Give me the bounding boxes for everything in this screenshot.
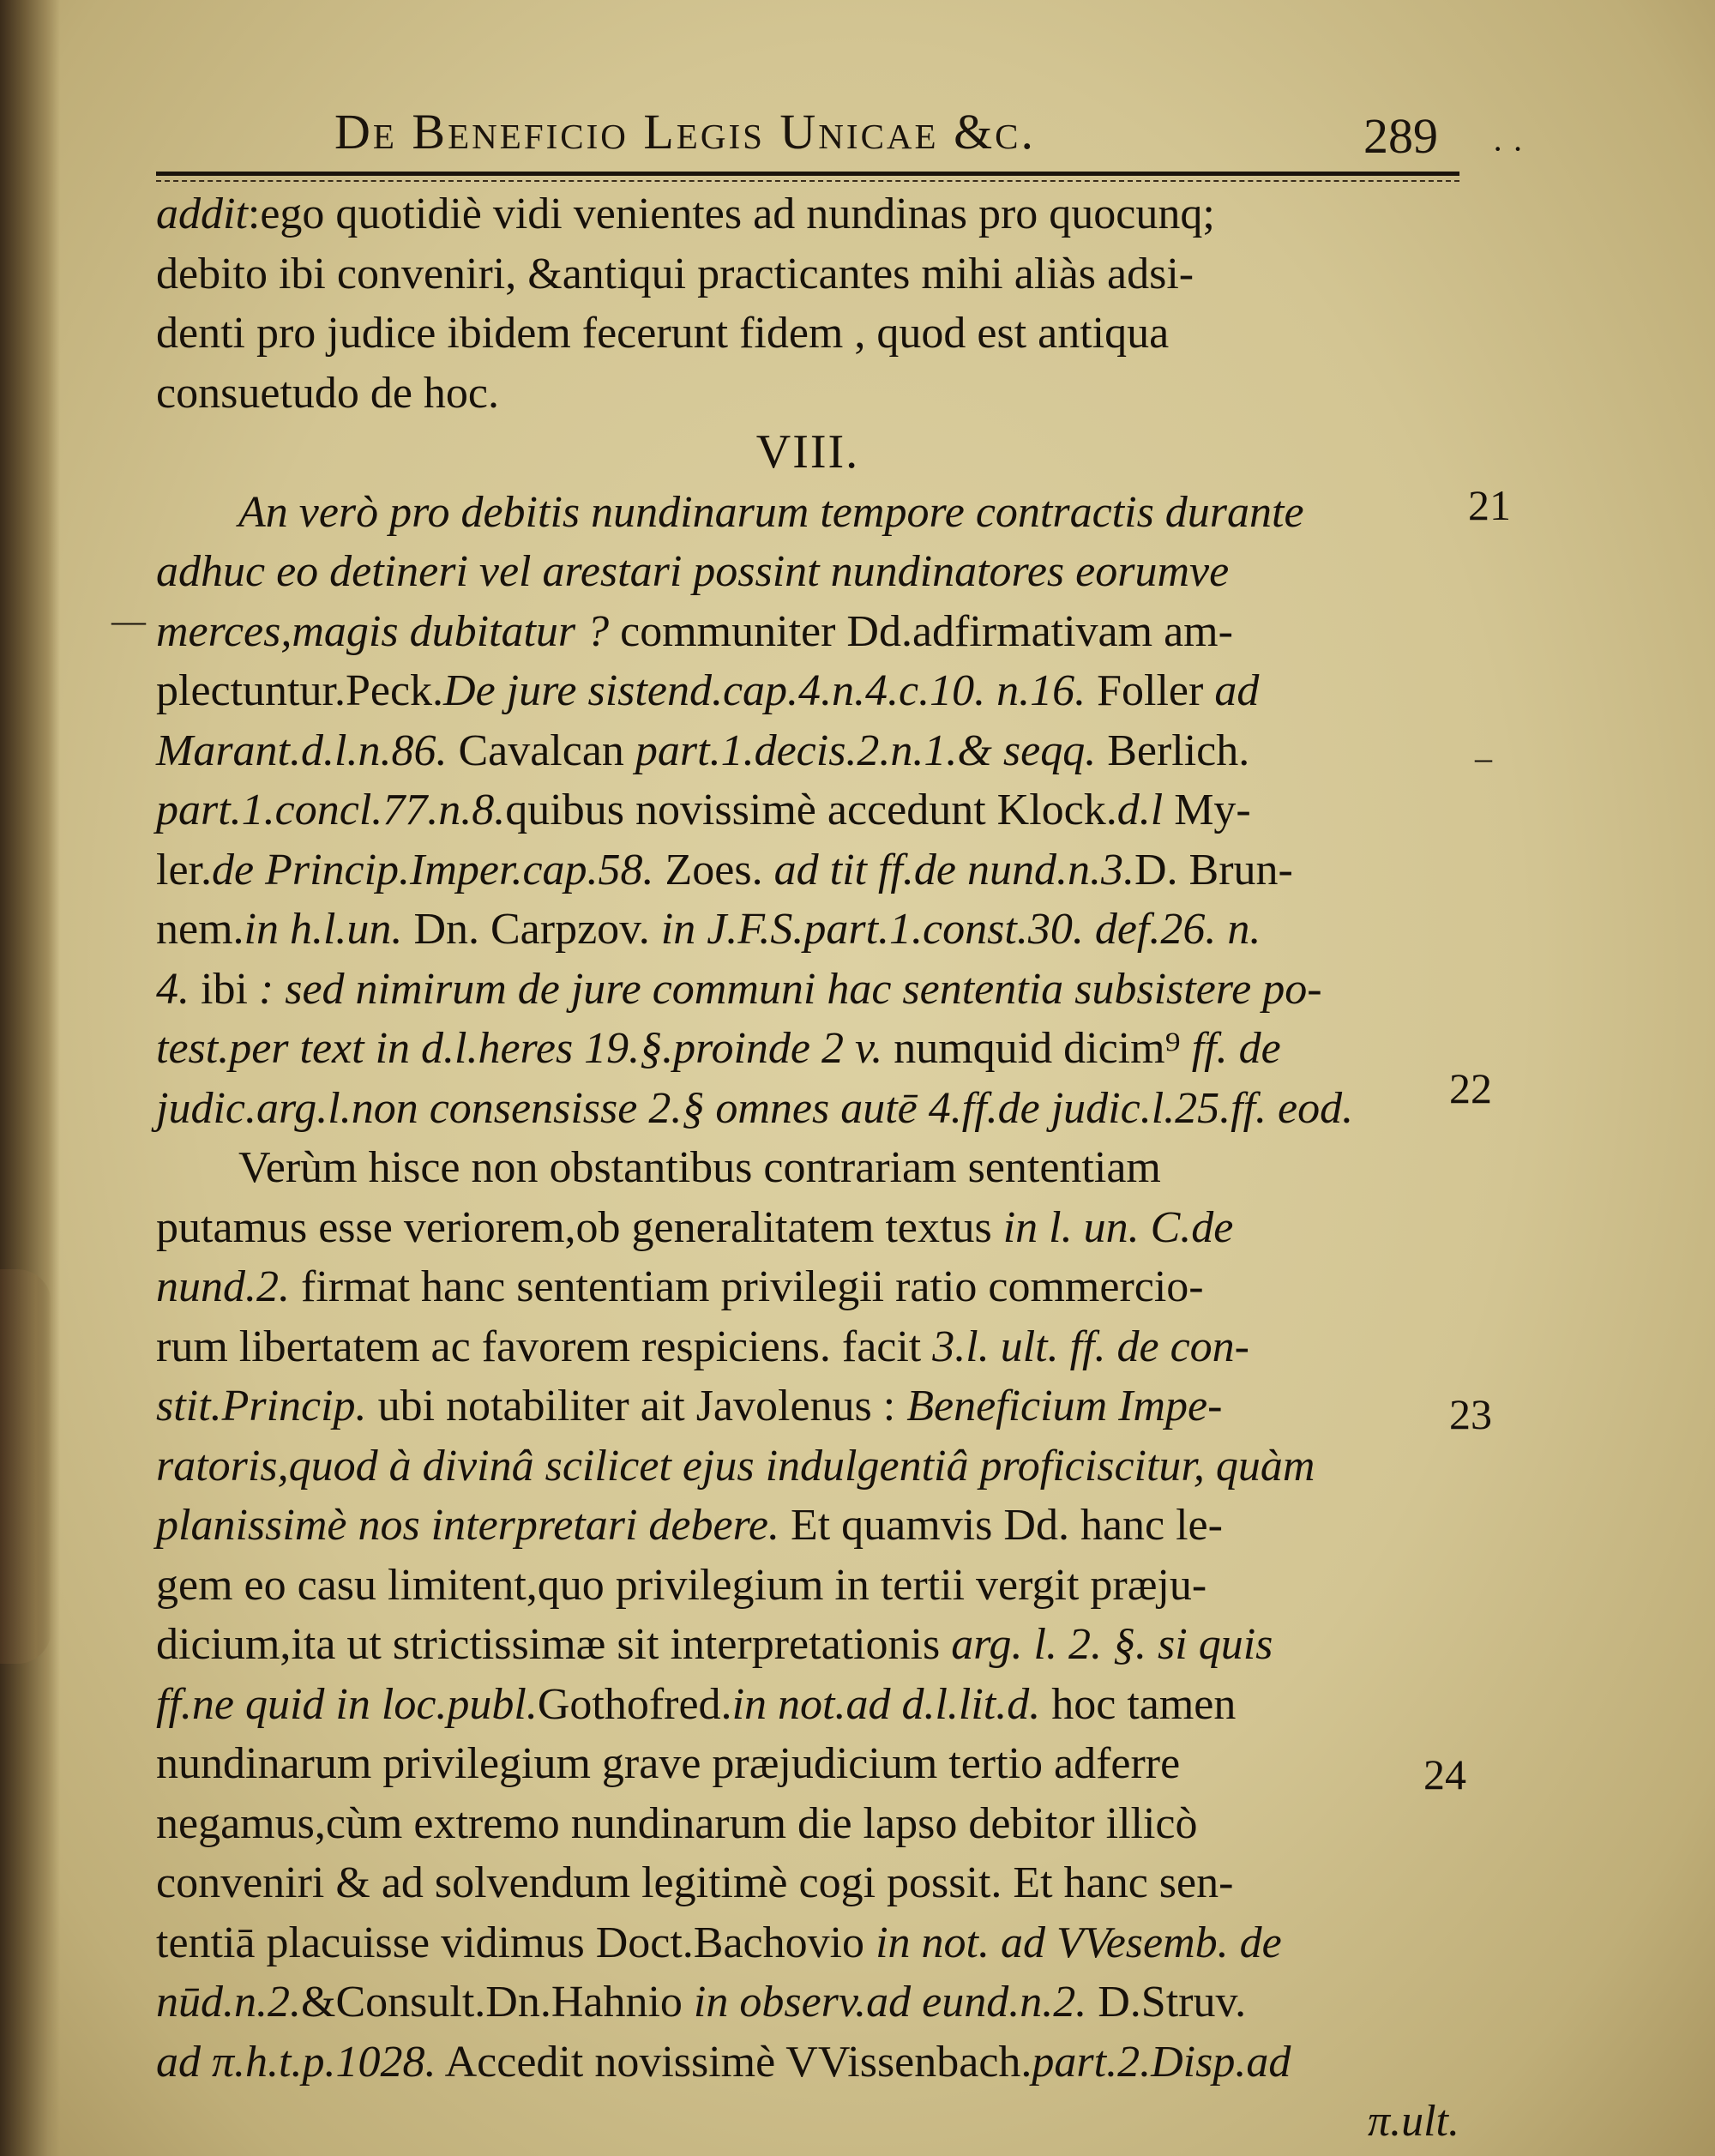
text-line [156,1138,1459,1198]
italic-text: nund.2. [156,1262,290,1311]
header-rule-secondary [156,180,1459,182]
text-line [156,1853,1459,1913]
text-line [156,542,1459,602]
roman-text: numquid dicim⁹ [882,1024,1192,1073]
text-line [156,423,1459,483]
page-gutter [0,0,60,2156]
italic-text: in l. un. C.de [1002,1202,1234,1252]
text-line [156,1675,1459,1735]
roman-text: negamus,cùm extremo nundinarum die lapso debitor illicò [156,1798,1198,1848]
margin-note-21: 21 [1468,481,1511,529]
italic-text: d.l [1116,786,1164,834]
roman-text: My- [1163,786,1251,834]
text-line [156,1913,1459,1973]
italic-text: judic.arg.l.non consensisse 2.§ omnes autē 4.ff.de judic.l.25.ff. eod. [156,1083,1354,1133]
section-number: VIII. [755,425,860,479]
italic-text: part.2.Disp.ad [1032,2037,1291,2087]
text-line [156,780,1459,840]
roman-text: firmat hanc sententiam privilegii ratio commercio- [290,1262,1204,1311]
italic-text: An verò pro debitis nundinarum tempore contractis durante [238,487,1304,537]
margin-note-24: 24 [1423,1750,1466,1798]
italic-text: stit.Princip. [156,1382,367,1430]
roman-text: Gothofred. [537,1679,732,1729]
text-line [156,483,1459,543]
edge-stain [0,1269,51,1664]
italic-text: 4. [156,964,190,1014]
text-line [156,900,1459,960]
italic-text: de Princip.Imper.cap.58. [211,845,654,894]
text-line [156,364,1459,424]
roman-text: hoc tamen [1040,1679,1237,1729]
text-line [156,721,1459,781]
text-line [156,1436,1459,1497]
italic-text: in not.ad d.l.lit.d. [731,1679,1041,1729]
italic-text: 3.l. ult. ff. de con- [932,1322,1249,1371]
italic-text: part.1.decis.2.n.1.& seqq. [635,726,1097,775]
roman-text: nem. [156,905,244,954]
roman-text: D. Brun- [1134,845,1293,894]
roman-text: plectuntur.Peck. [156,666,444,715]
roman-text: tentiā placuisse vidimus Doct.Bachovio [156,1918,876,1967]
roman-text: conveniri & ad solvendum legitimè cogi possit. Et hanc sen- [156,1858,1234,1907]
italic-text: in observ.ad eund.n.2. [693,1978,1087,2027]
text-line [156,1794,1459,1854]
roman-text: &Consult.Dn.Hahnio [301,1978,694,2027]
italic-text: ad tit ff.de nund.n.3. [773,845,1134,894]
italic-text: in J.F.S.part.1.const.30. def.26. n. [660,905,1261,954]
margin-mark-dots: · · [1492,129,1524,168]
roman-text: denti pro judice ibidem fecerunt fidem , quod est antiqua [156,309,1170,358]
text-line [156,1079,1459,1139]
text-line [156,1556,1459,1616]
italic-text: ad π.h.t.p.1028. [156,2037,436,2087]
italic-text: : sed nimirum de jure communi hac sententia subsistere po- [258,964,1322,1014]
text-line [156,1496,1459,1556]
margin-note-22: 22 [1449,1064,1492,1112]
roman-text: Dn. Carpzov. [402,905,661,954]
text-line [156,602,1459,662]
text-line [156,2033,1459,2093]
text-line [156,1198,1459,1258]
roman-text: ler. [156,845,212,894]
text-line [156,184,1459,244]
italic-text: Beneficium Impe- [906,1382,1223,1430]
text-line [156,304,1459,364]
text-line [156,1972,1459,2033]
text-line [156,244,1459,304]
catchword: π.ult. [1368,2097,1459,2146]
roman-text: Zoes. [653,845,774,894]
roman-text: Cavalcan [447,726,635,775]
roman-text: putamus esse veriorem,ob generalitatem textus [156,1202,1003,1252]
roman-text: rum libertatem ac favorem respiciens. facit [156,1322,933,1371]
roman-text: ubi notabiliter ait Javolenus : [366,1382,907,1430]
italic-text: arg. l. 2. §. si quis [951,1620,1273,1669]
roman-text: consuetudo de hoc. [156,368,500,418]
italic-text: De jure sistend.cap.4.n.4.c.10. n.16. [443,666,1086,715]
roman-text: D.Struv. [1086,1978,1247,2027]
italic-text: planissimè nos interpretari debere. [156,1501,779,1550]
text-line [156,1615,1459,1675]
roman-text: debito ibi conveniri, &antiqui practicantes mihi aliàs adsi- [156,249,1194,298]
roman-text: Accedit novissimè VVissenbach. [436,2037,1032,2087]
roman-text: dicium,ita ut strictissimæ sit interpretationis [156,1620,952,1669]
roman-text: Foller [1086,666,1215,715]
text-line [156,2092,1459,2152]
text-line [156,1734,1459,1794]
italic-text: test.per text in d.l.heres 19.§.proinde 2 v. [156,1024,883,1073]
roman-text: quibus novissimè accedunt Klock. [505,786,1117,834]
roman-text: nundinarum privilegium grave præjudicium tertio adferre [156,1739,1181,1788]
italic-text: ad [1214,666,1260,715]
text-line [156,1317,1459,1377]
italic-text: addit [156,190,248,238]
italic-text: adhuc eo detineri vel arestari possint nundinatores eorumve [156,547,1230,596]
margin-mark-dash: — [111,601,146,640]
margin-note-23: 23 [1449,1390,1492,1438]
text-line [156,661,1459,721]
italic-text: in not. ad VVesemb. de [876,1918,1282,1967]
roman-text: Et quamvis Dd. hanc le- [779,1501,1223,1550]
roman-text: :ego quotidiè vidi venientes ad nundinas pro quocunq; [247,190,1215,238]
text-line [156,840,1459,900]
text-line [156,1257,1459,1317]
roman-text: Berlich. [1096,726,1250,775]
header-rule [156,172,1459,176]
roman-text: gem eo casu limitent,quo privilegium in tertii vergit præju- [156,1560,1207,1610]
body-text [156,184,1459,2152]
roman-text: ibi [190,964,259,1014]
italic-text: ff. de [1191,1024,1281,1073]
italic-text: part.1.concl.77.n.8. [156,786,506,834]
italic-text: in h.l.un. [244,905,403,954]
italic-text: nūd.n.2. [156,1978,301,2027]
italic-text: ratoris,quod à divinâ scilicet ejus indulgentiâ proficiscitur, quàm [156,1441,1315,1491]
italic-text: merces,magis dubitatur ? [156,606,610,656]
text-line [156,1376,1459,1436]
roman-text: Verùm hisce non obstantibus contrariam sententiam [238,1143,1161,1192]
page-number: 289 [1363,108,1438,164]
text-line [156,1019,1459,1079]
roman-text: communiter Dd.adfirmativam am- [609,606,1233,656]
italic-text: Marant.d.l.n.86. [156,726,448,775]
running-title: De Beneficio Legis Unicae &c. [334,104,1037,160]
margin-mark-dash: – [1475,738,1492,777]
italic-text: ff.ne quid in loc.publ. [156,1679,538,1729]
text-line [156,960,1459,1020]
